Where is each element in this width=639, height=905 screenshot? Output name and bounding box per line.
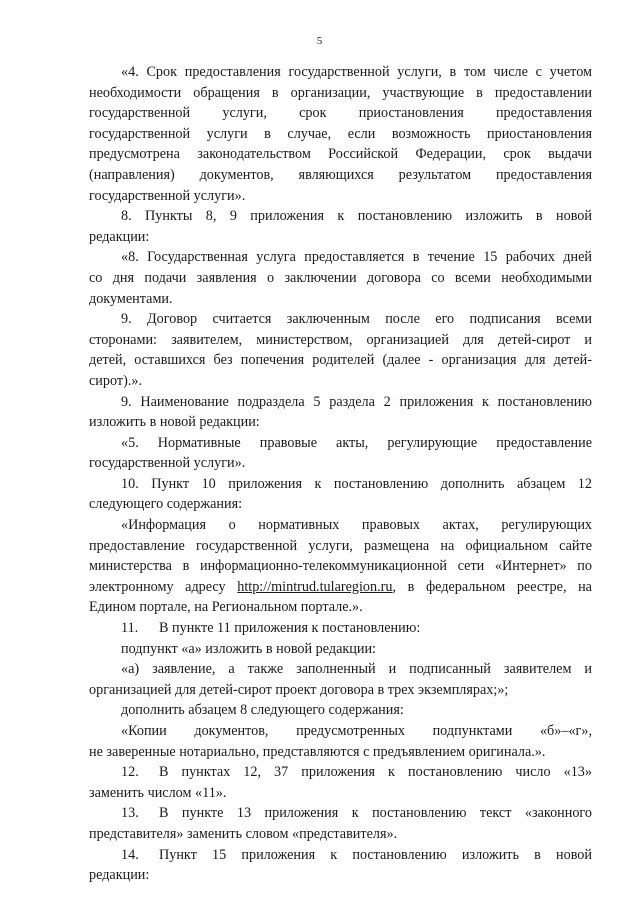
paragraph-item-10: [89, 474, 592, 515]
paragraph-subitem-a-quote: [89, 659, 592, 700]
paragraph-item-4-quote: [89, 62, 592, 206]
text-line: 10. Пункт 10 приложения к постановлению дополнить абзацем 12: [121, 475, 592, 492]
text-line: предоставление государственной услуги, размещена на официальном сайте: [89, 537, 592, 554]
text-line: Едином портале, на Региональном портале.».: [89, 599, 363, 616]
text-line: «4. Срок предоставления государственной услуги, в том числе с учетом: [121, 64, 592, 80]
paragraph-item-11: [89, 618, 592, 639]
text-line: «5. Нормативные правовые акты, регулирующие предоставление: [121, 434, 592, 451]
text-line: министерства в информационно-телекоммуникационной сети «Интернет» по: [89, 558, 592, 575]
text-line: «Копии документов, предусмотренных подпунктами «б»–«г»,: [121, 723, 592, 739]
text-line: со дня подачи заявления о заключении договора со всеми необходимыми: [89, 269, 592, 286]
text-line: «а) заявление, а также заполненный и подписанный заявителем и: [121, 661, 592, 678]
text-line: следующего содержания:: [89, 496, 243, 513]
text-line: организацией для детей-сирот проект договора в трех экземплярах;»;: [89, 681, 509, 698]
text-line: редакции:: [89, 867, 150, 884]
text-line-with-link: [89, 577, 592, 598]
paragraph-item-9-quote: [89, 309, 592, 391]
text-line: изложить в новой редакции:: [89, 414, 260, 431]
mintrud-website-link[interactable]: http://mintrud.tularegion.ru: [237, 578, 393, 595]
text-line: В пункте 13 приложения к постановлению текст «законного: [159, 805, 592, 822]
text-line: «Информация о нормативных правовых актах, регулирующих: [121, 517, 592, 534]
item-number: 13.: [121, 805, 139, 822]
text-line: представителя» заменить словом «представителя».: [89, 825, 398, 842]
paragraph-item-8: [89, 206, 592, 247]
text-line: необходимости обращения в организации, участвующие в предоставлении: [89, 84, 592, 101]
paragraph-item-8-quote: [89, 247, 592, 309]
text-fragment: электронному адресу: [89, 578, 238, 595]
item-number: 11.: [121, 620, 139, 637]
document-body: [89, 62, 592, 886]
text-line: сирот).».: [89, 372, 143, 389]
text-line: Пункт 15 приложения к постановлению изложить в новой: [159, 846, 592, 863]
text-line: государственной услуги».: [89, 455, 246, 472]
paragraph-subitem-a: [89, 639, 592, 660]
paragraph-item-12: [89, 762, 592, 783]
text-line: (направления) документов, являющихся результатом предоставления: [89, 166, 592, 183]
paragraph-item-13: [89, 803, 592, 824]
text-line: В пунктах 12, 37 приложения к постановлению число «13»: [159, 764, 592, 781]
text-line: предусмотрена законодательством Российской Федерации, срок выдачи: [89, 146, 592, 163]
item-number: 12.: [121, 764, 139, 781]
paragraph-copies-quote: [89, 721, 592, 762]
text-line: 9. Договор считается заключенным после его подписания всеми: [121, 311, 592, 328]
text-line: государственной услуги в случае, если возможность приостановления: [89, 125, 592, 142]
text-line: детей, оставшихся без попечения родителей (далее - организация для детей-: [89, 352, 592, 369]
text-line: 9. Наименование подраздела 5 раздела 2 приложения к постановлению: [121, 393, 592, 410]
paragraph-item-14: [89, 845, 592, 866]
paragraph-information-quote: [89, 515, 592, 618]
text-line: заменить числом «11».: [89, 784, 227, 801]
text-line: «8. Государственная услуга предоставляется в течение 15 рабочих дней: [121, 249, 592, 266]
text-line: не заверенные нотариально, представляются с предъявлением оригинала.».: [89, 743, 546, 760]
page-number: 5: [316, 35, 323, 47]
paragraph-add-8: [89, 700, 592, 721]
text-line: подпункт «а» изложить в новой редакции:: [121, 640, 376, 657]
paragraph-item-9: [89, 392, 592, 433]
text-line: 8. Пункты 8, 9 приложения к постановлению изложить в новой: [121, 208, 592, 225]
text-line: дополнить абзацем 8 следующего содержания:: [121, 702, 404, 719]
paragraph-subsection-5-quote: [89, 433, 592, 474]
text-line: государственной услуги, срок приостановления предоставления: [89, 105, 592, 122]
text-line: сторонами: заявителем, министерством, организацией для детей-сирот и: [89, 331, 592, 348]
text-line: государственной услуги».: [89, 187, 246, 204]
text-fragment: , в федеральном реестре, на: [392, 578, 592, 595]
text-line: документами.: [89, 290, 173, 307]
text-line: В пункте 11 приложения к постановлению:: [159, 620, 421, 637]
text-line: редакции:: [89, 228, 150, 245]
item-number: 14.: [121, 846, 139, 863]
